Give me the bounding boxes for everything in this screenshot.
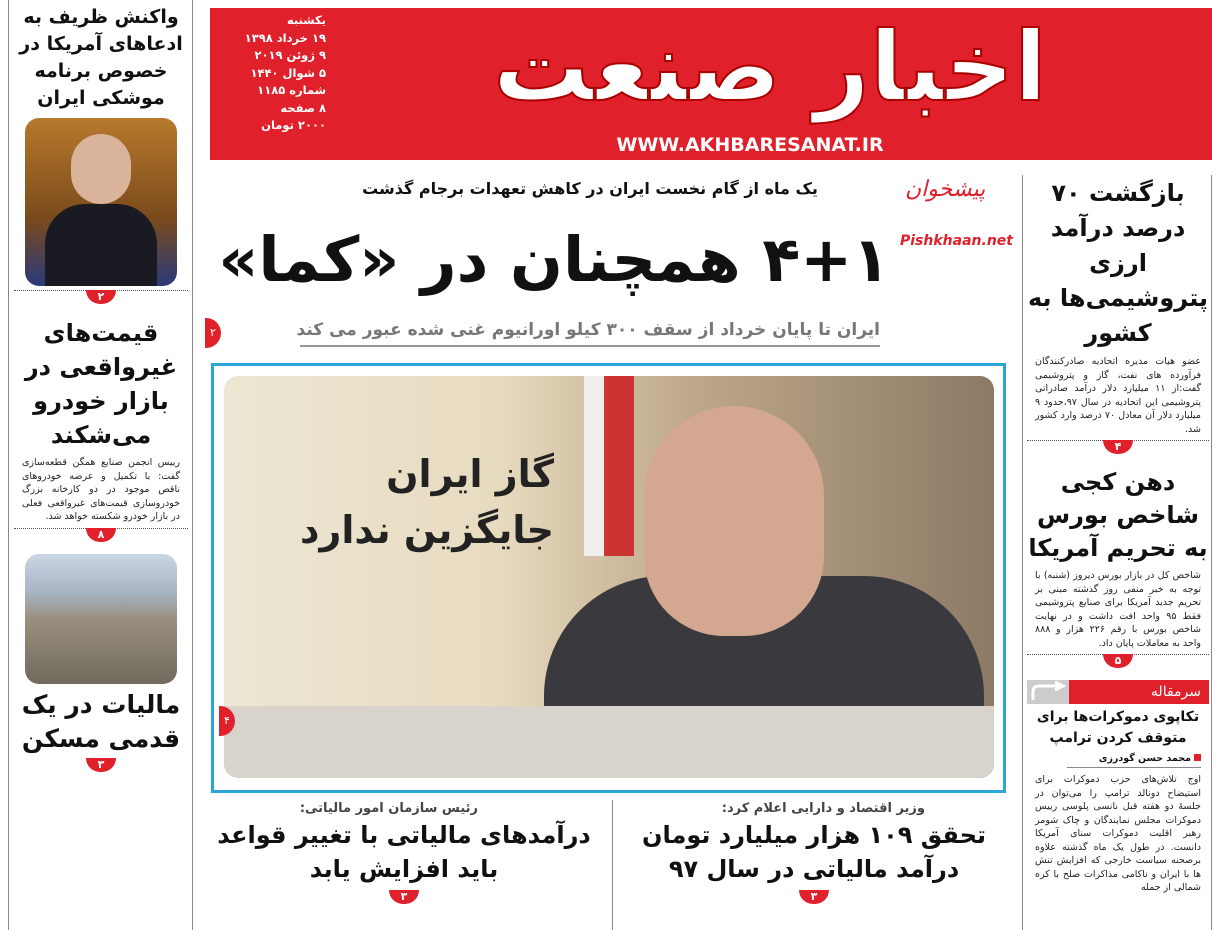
right-story-2-headline[interactable]: دهن کجی شاخص بورس به تحریم آمریکا [1028,468,1208,562]
bottom-story-2[interactable] [200,800,608,904]
bottom-story-1[interactable] [618,800,1010,904]
divider [14,290,188,310]
editorial-body: اوج تلاش‌های حزب دموکرات برای استیضاح دونالد ترامپ را می‌توان در جلسهٔ دو هفته قبل نانسی پلوسی رییس دموکرات مجلس نمایندگان و چاک شومر رهبر اقلیت دموکرات سنای آمریکا دانست. در طول یک ماه گذشته علاوه برصحنه سیاست خارجی که افزایش تنش ها با ایران و ناکامی مذاکرات صلح با کره شمالی از جمله [1035,774,1201,893]
masthead [210,8,1212,160]
editorial-header [1027,680,1209,704]
issue-date-fa: ۱۹ خرداد ۱۳۹۸ [244,30,326,45]
divider [14,528,188,548]
page-tag: ۴ [219,706,235,736]
column-rule [192,0,193,930]
page-tag: ۸ [86,528,116,542]
left-story-2-headline[interactable]: قیمت‌های غیرواقعی در بازار خودرو می‌شکند [24,319,178,449]
page-tag: ۳ [86,758,116,772]
zarif-photo [25,118,177,286]
right-story-2-body: شاخص کل در بازار بورس دیروز (شنبه) با توجه به خبر منفی روز گذشته مبنی بر تحریم جدید آمریکا برای صنایع پتروشیمی فقط ۹۵ واحد افت داشت و در نهایت شاخص بورس با رقم ۲۲۶ هزار و ۸۸۸ واحد به معاملات پایان داد. [1035,570,1201,649]
person-head [644,406,824,636]
issue-number: شماره ۱۱۸۵ [257,83,326,97]
divider [1027,654,1209,674]
column-rule [8,0,9,930]
right-column [1027,176,1209,895]
editorial-label: سرمقاله [1069,680,1209,704]
lead-headline[interactable]: ۴+۱ همچنان در «کما» [218,223,890,296]
tehran-city-photo [25,554,177,684]
story-kicker: رئیس سازمان امور مالیاتی: [299,801,478,816]
watermark-en: Pishkhaan.net [900,233,1013,249]
page-tag: ۲ [86,290,116,304]
column-rule [1211,175,1212,930]
story-kicker: وزیر اقتصاد و دارایی اعلام کرد: [721,801,925,816]
feature-title[interactable] [234,446,554,558]
issue-day: یکشنبه [286,13,326,27]
issue-info [216,12,326,135]
column-rule [612,800,613,930]
column-rule [1022,175,1023,930]
story-headline-line1: درآمدهای مالیاتی با تغییر قواعد [217,821,591,849]
flag-image [584,376,634,556]
feature-box[interactable] [211,363,1006,793]
table-image [224,706,994,778]
author-name: محمد حسن گودرزی [1098,753,1191,764]
bullet-icon [1194,754,1201,761]
page-tag: ۵ [1103,654,1133,668]
story-headline-line1: تحقق ۱۰۹ هزار میلیارد تومان [641,821,987,849]
left-story-3-headline[interactable]: مالیات در یک قدمی مسکن [21,689,181,753]
divider [1027,440,1209,460]
page-tag: ۴ [1103,440,1133,454]
page-tag: ۳ [389,890,419,904]
watermark-fa: پیشخوان [905,177,986,202]
editorial-author [1067,752,1201,768]
issue-date-hijri: ۵ شوال ۱۴۴۰ [250,65,326,80]
price: ۲۰۰۰ تومان [261,118,326,132]
right-story-1-headline[interactable]: بازگشت ۷۰ درصد درآمد ارزی پتروشیمی‌ها به کشور [1028,179,1208,347]
page-count: ۸ صفحه [280,100,326,115]
feature-title-line2: جایگزین ندارد [300,508,554,552]
newspaper-logo: اخبار صنعت [493,11,1047,123]
page-tag: ۳ [799,890,829,904]
lead-kicker: یک ماه از گام نخست ایران در کاهش تعهدات برجام گذشت [362,179,818,198]
right-story-1-body: عضو هیات مدیره اتحادیه صادرکنندگان فرآورده های نفت، گاز و پتروشیمی گفت:از ۱۱ میلیارد دلار درآمد صادراتی پتروشیمی این اتحادیه در سال ۹۷،حدود ۹ میلیارد دلار آن معادل ۷۰ درصد وارد کشور شد. [1035,356,1202,435]
story-headline-line2: درآمد مالیاتی در سال ۹۷ [668,855,960,883]
left-story-1-headline[interactable]: واکنش ظریف به ادعاهای آمریکا در خصوص برنامه موشکی ایران [19,6,183,109]
lead-subhead: ایران تا پایان خرداد از سقف ۳۰۰ کیلو اورانیوم غنی شده عبور می کند [300,318,880,347]
person-head [71,134,131,204]
arrow-icon [1027,680,1069,704]
left-story-2-body: رییس انجمن صنایع همگن قطعه‌سازی گفت: با تکمیل و عرضه خودروهای ناقص موجود در دو کارخانه بزرگ خودروسازی قیمت‌های غیرواقعی فعلی در بازار خودرو شکسته خواهد شد. [22,457,180,522]
editorial-title[interactable]: تکاپوی دموکرات‌ها برای متوقف کردن ترامپ [1036,709,1200,746]
feature-photo [224,376,994,778]
left-column [14,4,188,772]
website-url[interactable]: WWW.AKHBARESANAT.IR [616,134,884,156]
person-suit [45,204,157,286]
issue-date-en: ۹ ژوئن ۲۰۱۹ [254,48,326,62]
story-headline-line2: باید افزایش یابد [309,855,499,883]
feature-title-line1: گاز ایران [386,452,554,496]
page-tag: ۲ [205,318,221,348]
